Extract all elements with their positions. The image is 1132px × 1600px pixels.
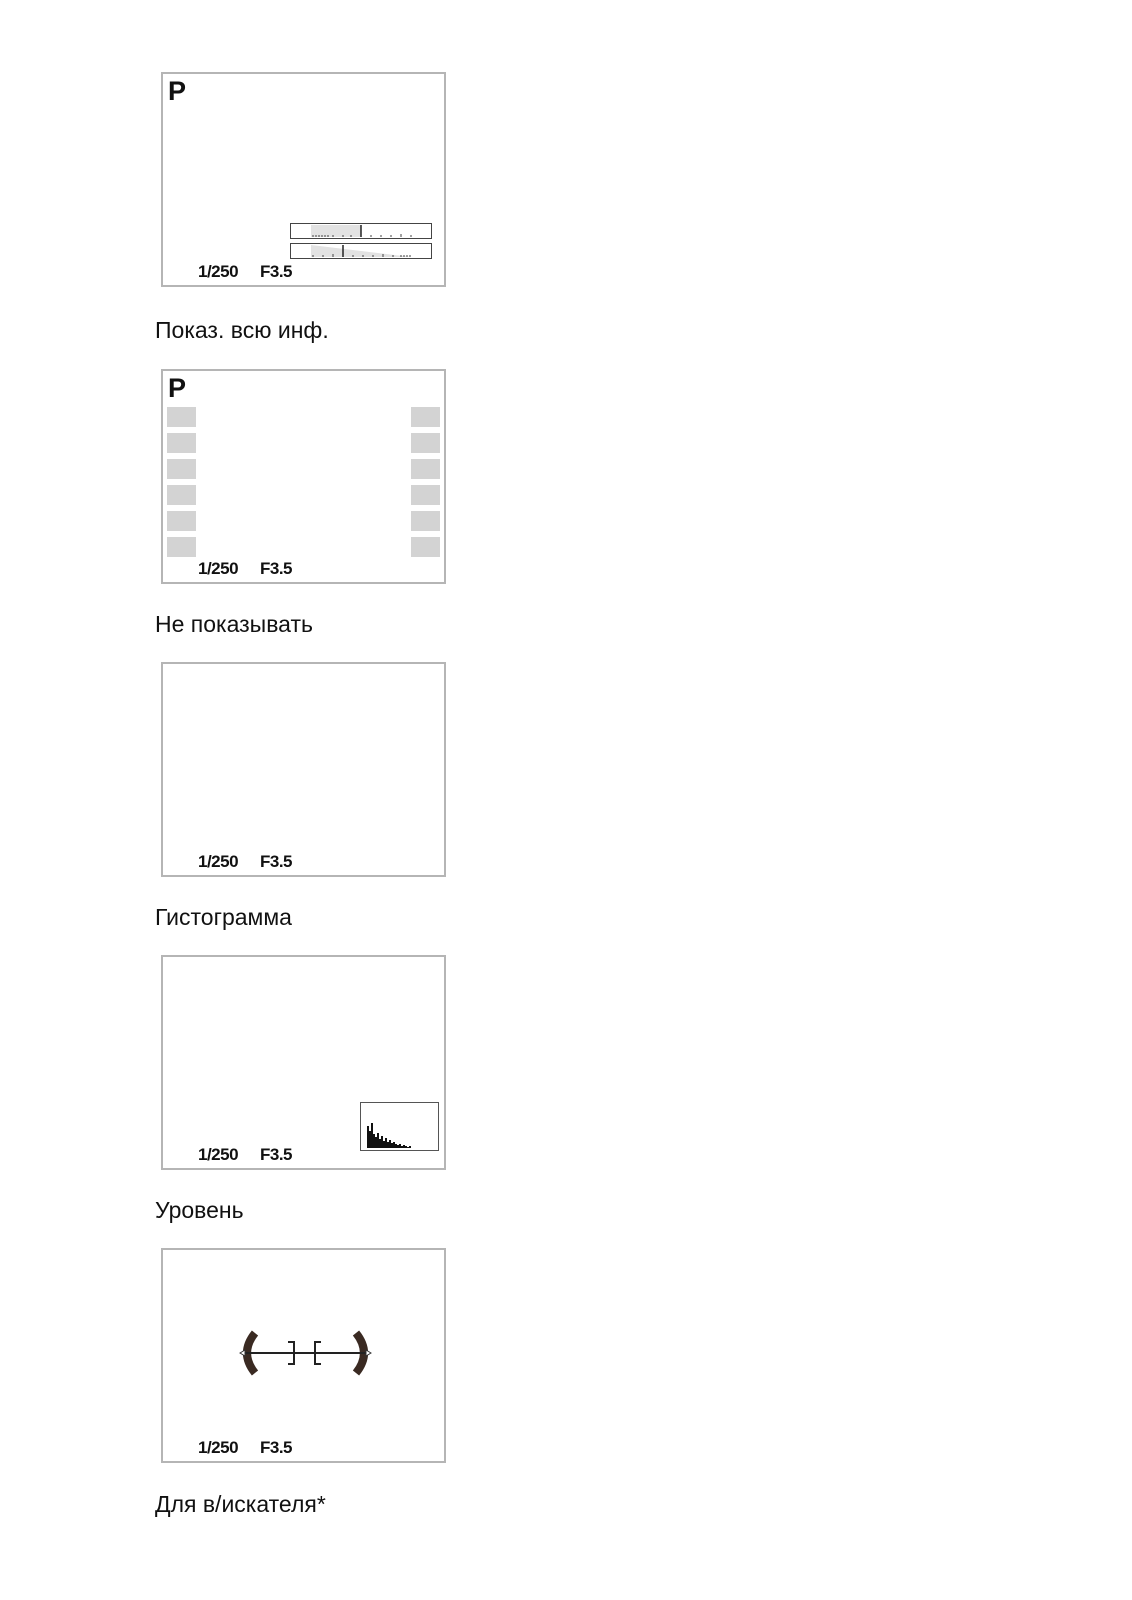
left-icon-slot (167, 433, 196, 453)
right-icon-slot (411, 407, 440, 427)
left-icon-slot (167, 485, 196, 505)
shutter-speed: 1/250 (198, 1145, 239, 1164)
aperture-value: F3.5 (260, 1145, 293, 1164)
exposure-gauge-top (290, 223, 432, 239)
right-icon-slot (411, 511, 440, 531)
display-preview-viewfinder-mode (161, 1248, 446, 1463)
aperture-value: F3.5 (260, 852, 293, 871)
display-preview-histogram-mode (161, 662, 446, 877)
left-icon-slot (167, 511, 196, 531)
shutter-speed: 1/250 (198, 852, 239, 871)
right-icon-slot (411, 537, 440, 557)
left-icon-slot (167, 459, 196, 479)
left-icon-slot (167, 537, 196, 557)
shutter-speed: 1/250 (198, 1438, 239, 1457)
display-preview-all-info (161, 72, 446, 287)
display-preview-level-mode (161, 955, 446, 1170)
shooting-mode-label: P (168, 373, 187, 403)
exposure-gauge-bottom (290, 243, 432, 259)
aperture-value: F3.5 (260, 262, 293, 281)
caption-histogram: Гистограмма (155, 904, 292, 930)
shutter-speed: 1/250 (198, 559, 239, 578)
caption-no-display: Не показывать (155, 611, 313, 637)
right-icon-slot (411, 433, 440, 453)
left-icon-slot (167, 407, 196, 427)
digital-level-gauge (163, 1250, 444, 1461)
histogram-box (360, 1102, 439, 1151)
shooting-mode-label: P (168, 76, 187, 106)
caption-viewfinder: Для в/искателя* (155, 1491, 326, 1517)
shutter-speed: 1/250 (198, 262, 239, 281)
aperture-value: F3.5 (260, 559, 293, 578)
right-icon-slot (411, 459, 440, 479)
caption-level: Уровень (155, 1197, 244, 1223)
display-preview-no-display (161, 369, 446, 584)
caption-all-info: Показ. всю инф. (155, 317, 329, 343)
right-icon-slot (411, 485, 440, 505)
aperture-value: F3.5 (260, 1438, 293, 1457)
